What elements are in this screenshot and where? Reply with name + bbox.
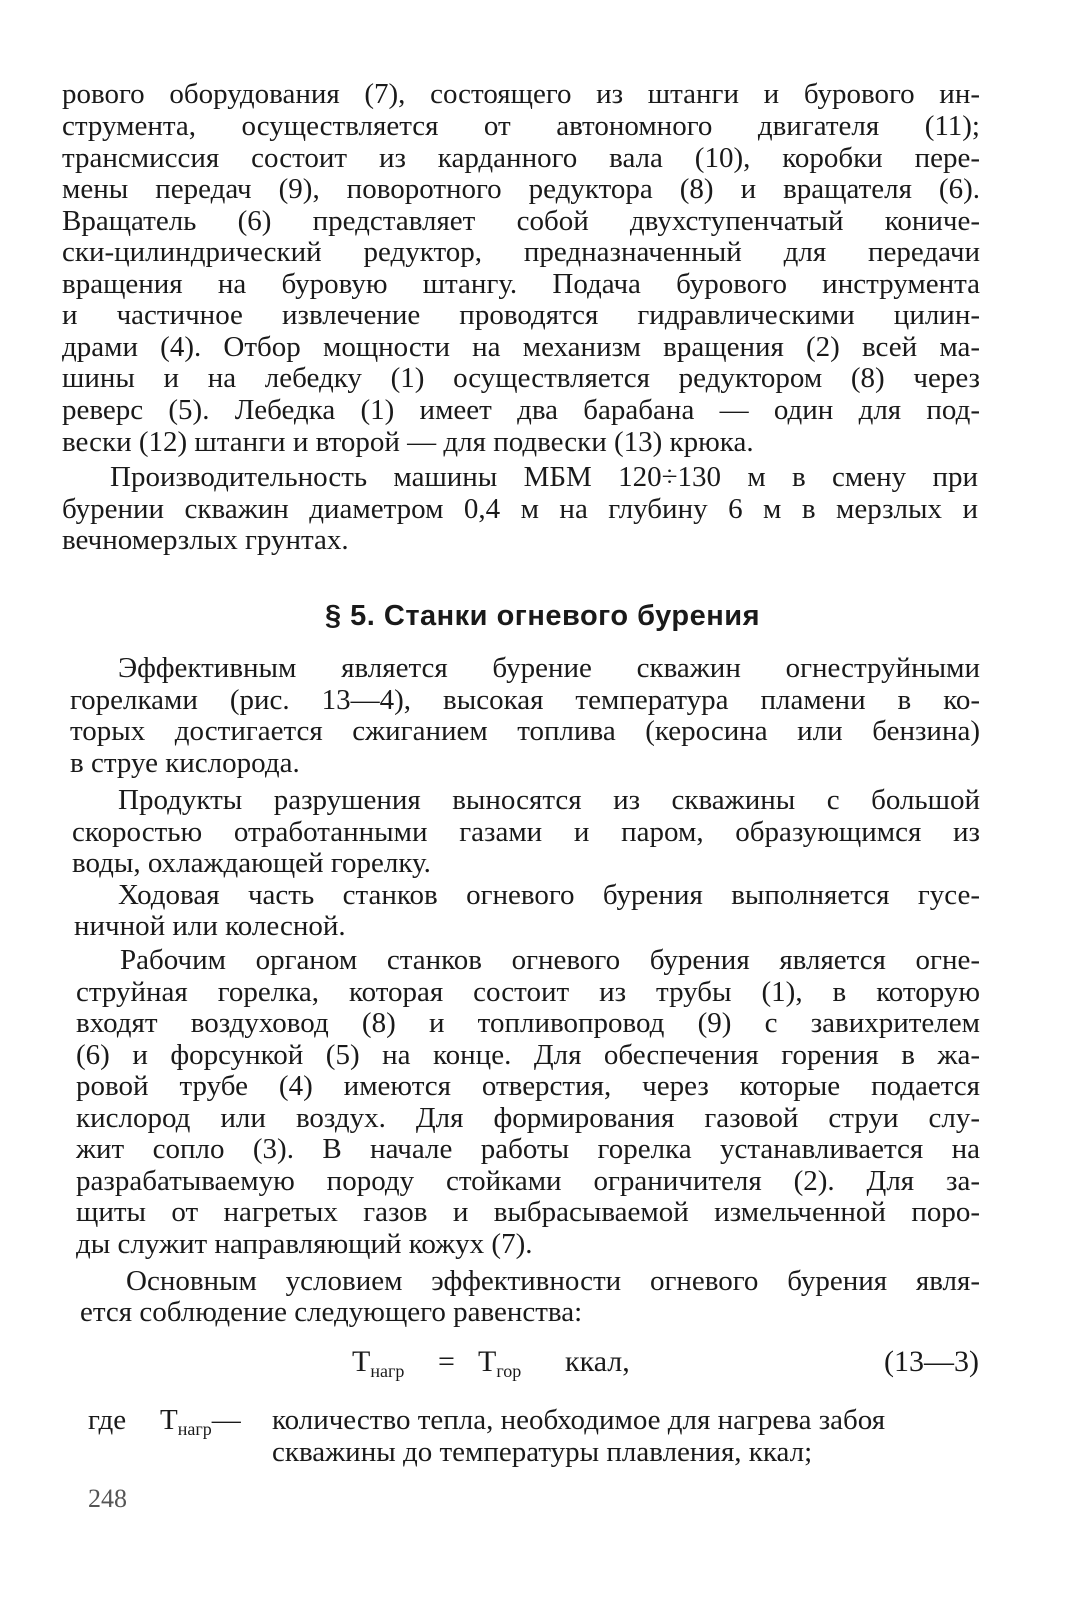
section-heading: § 5. Станки огневого бурения	[324, 600, 761, 632]
text-line: трансмиссия состоит из карданного вала (10), коробки пере-	[62, 142, 980, 174]
text-line: в струе кислорода.	[70, 747, 300, 779]
text-line: ды служит направляющий кожух (7).	[76, 1228, 533, 1260]
subscript: нагр	[177, 1419, 212, 1439]
subscript: нагр	[370, 1361, 405, 1381]
definition-line: скважины до температуры плавления, ккал;	[272, 1436, 813, 1468]
text-line: бурении скважин диаметром 0,4 м на глубину 6 м в мерзлых и	[62, 493, 978, 525]
where-word: где	[88, 1404, 127, 1436]
text-line: щиты от нагретых газов и выбрасываемой измельченной поро-	[76, 1196, 980, 1228]
text-line: и частичное извлечение проводятся гидравлическими цилин-	[62, 299, 980, 331]
text-line: воды, охлаждающей горелку.	[72, 847, 431, 879]
equation-number: (13—3)	[884, 1345, 979, 1378]
text-line: реверс (5). Лебедка (1) имеет два барабана — один для под-	[62, 394, 980, 426]
text-line: струмента, осуществляется от автономного двигателя (11);	[62, 110, 980, 142]
text-line: Вращатель (6) представляет собой двухступенчатый кониче-	[62, 205, 980, 237]
text-line: кислород или воздух. Для формирования газовой струи слу-	[76, 1102, 980, 1134]
text-line: (6) и форсункой (5) на конце. Для обеспечения горения в жа-	[76, 1039, 980, 1071]
text-line: ровой трубе (4) имеются отверстия, через которые подается	[76, 1070, 980, 1102]
text-line: торых достигается сжиганием топлива (керосина или бензина)	[70, 715, 980, 747]
equation-unit: ккал,	[565, 1345, 630, 1378]
equation-13-3	[0, 1345, 1085, 1385]
text-line: ничной или колесной.	[74, 910, 346, 942]
text-line: вески (12) штанги и второй — для подвески (13) крюка.	[62, 426, 754, 458]
text-line: Основным условием эффективности огневого бурения явля-	[126, 1265, 980, 1297]
text-line: мены передач (9), поворотного редуктора (8) и вращателя (6).	[62, 173, 980, 205]
text-line: Ходовая часть станков огневого бурения выполняется гусе-	[118, 879, 980, 911]
text-line: Производительность машины МБМ 120÷130 м в смену при	[110, 461, 978, 493]
text-line: горелками (рис. 13—4), высокая температура пламени в ко-	[70, 684, 980, 716]
text-line: скоростью отработанными газами и паром, образующимся из	[72, 816, 980, 848]
text-line: Эффективным является бурение скважин огнеструйными	[118, 652, 980, 684]
symbol-t: Т	[478, 1345, 497, 1378]
page-number: 248	[88, 1484, 127, 1513]
text-line: струйная горелка, которая состоит из трубы (1), в которую	[76, 976, 980, 1008]
equation-lhs	[352, 1345, 404, 1382]
subscript: гор	[496, 1361, 522, 1381]
text-line: вечномерзлых грунтах.	[62, 524, 349, 556]
text-line: драми (4). Отбор мощности на механизм вращения (2) всей ма-	[62, 331, 980, 363]
equation-rhs	[478, 1345, 521, 1382]
symbol-t: Т	[160, 1404, 178, 1436]
text-line: жит сопло (3). В начале работы горелка устанавливается на	[76, 1133, 980, 1165]
dash: —	[211, 1404, 241, 1436]
text-line: Продукты разрушения выносятся из скважины с большой	[118, 784, 980, 816]
definition-symbol	[160, 1404, 241, 1440]
text-line: вращения на буровую штангу. Подача бурового инструмента	[62, 268, 980, 300]
text-line: разрабатываемую породу стойками ограничителя (2). Для за-	[76, 1165, 980, 1197]
text-line: ски-цилиндрический редуктор, предназначенный для передачи	[62, 236, 980, 268]
text-line: входят воздуховод (8) и топливопровод (9) с завихрителем	[76, 1007, 980, 1039]
equals-sign: =	[438, 1345, 455, 1378]
text-line: ется соблюдение следующего равенства:	[80, 1296, 583, 1328]
symbol-t: Т	[352, 1345, 371, 1378]
text-line: рового оборудования (7), состоящего из штанги и бурового ин-	[62, 78, 980, 110]
text-line: Рабочим органом станков огневого бурения является огне-	[120, 944, 980, 976]
definition-line: количество тепла, необходимое для нагрева забоя	[272, 1404, 886, 1436]
text-line: шины и на лебедку (1) осуществляется редуктором (8) через	[62, 362, 980, 394]
